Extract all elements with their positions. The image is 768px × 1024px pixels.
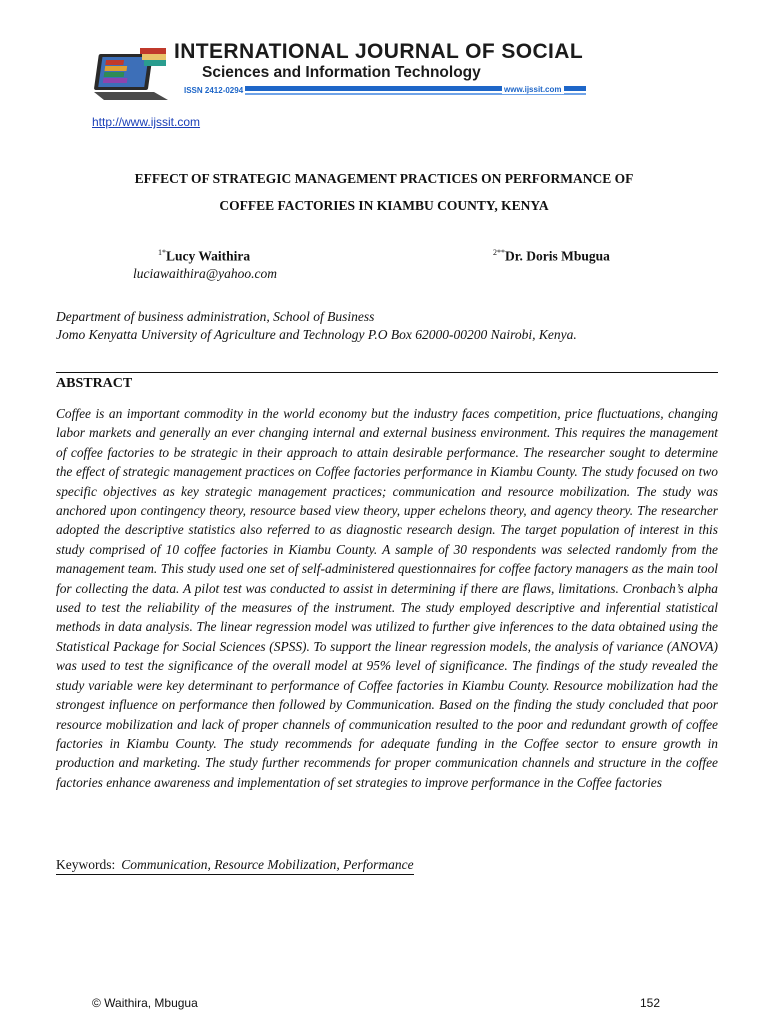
affiliation-university: Jomo Kenyatta University of Agriculture and Technology P.O Box 62000-00200 Nairobi, Kenya. [56,327,577,342]
page-number: 152 [640,996,661,1010]
author-1 [158,248,250,265]
keywords-value: Communication, Resource Mobilization, Performance [121,857,414,872]
journal-banner [90,38,650,108]
abstract-heading: ABSTRACT [56,376,133,391]
footer-copyright: © Waithira, Mbugua [92,996,198,1010]
laptop-books-icon [94,46,176,104]
journal-title: INTERNATIONAL JOURNAL OF SOCIAL [174,40,584,63]
keywords [56,857,414,875]
issn-label: ISSN 2412-0294 [184,86,244,95]
author-2 [493,248,610,265]
paper-title-line-1: EFFECT OF STRATEGIC MANAGEMENT PRACTICES ON PERFORMANCE OF [134,171,634,186]
section-divider [56,372,718,373]
paper-title-line-2: COFFEE FACTORIES IN KIAMBU COUNTY, KENYA [219,198,549,213]
author-2-name: Dr. Doris Mbugua [505,248,610,264]
author-1-marker: 1* [158,248,166,257]
keywords-label: Keywords: [56,857,116,872]
author-2-marker: 2** [493,248,505,257]
abstract-body: Coffee is an important commodity in the world economy but the industry faces competition, price fluctuations, changing labor markets and generally an ever changing internal and external business environment. This requires the management of coffee factories to be strategic in their approach to attain desirable performance. The researcher sought to determine the effect of strategic management practices on Coffee factories performance in Kiambu County. The study focused on two specific objectives as key strategic management practices; communication and resource mobilization. The study was anchored upon contingency theory, resource based view theory, upper echelons theory, and agency theory. The researcher adopted the descriptive statistics also referred to as diagnostic research design. The target population of interest in this study comprised of 10 coffee factories in Kiambu County. A sample of 30 respondents was selected randomly from the management team. This study used one set of self-administered questionnaires for coffee factory managers as the main tool for collecting the data. A pilot test was conducted to assist in determining if there are flaws, limitations. Cronbach’s alpha used to test the reliability of the measures of the instrument. The study employed descriptive and inferential statistical methods in data analysis. The linear regression model was utilized to further give inferences to the data obtained using the Statistical Package for Social Sciences (SPSS). To support the linear regression models, the analysis of variance (ANOVA) was used to test the significance of the overall model at 95% level of significance. The findings of the study revealed the study variable were key determinant to performance of Coffee factories in Kiambu County. Resource mobilization had the strongest influence on performance then followed by Communication. Based on the finding the study concluded that poor resource mobilization and lack of proper channels of communication resulted to the poor and redundant growth of coffee factories in Kiambu County. The study recommends for adequate funding in the Coffee sector to ensure growth in production and marketing. The study further recommends for proper communication channels and structure in the coffee factories enhance awareness and implementation of set strategies to improve performance in the Coffee factories [56,406,718,790]
author-1-name: Lucy Waithira [166,248,251,264]
author-1-email: luciawaithira@yahoo.com [133,266,278,281]
affiliation-department: Department of business administration, School of Business [56,309,375,324]
journal-subtitle: Sciences and Information Technology [202,64,481,81]
banner-site: www.ijssit.com [504,85,562,94]
journal-link[interactable]: http://www.ijssit.com [92,115,201,129]
